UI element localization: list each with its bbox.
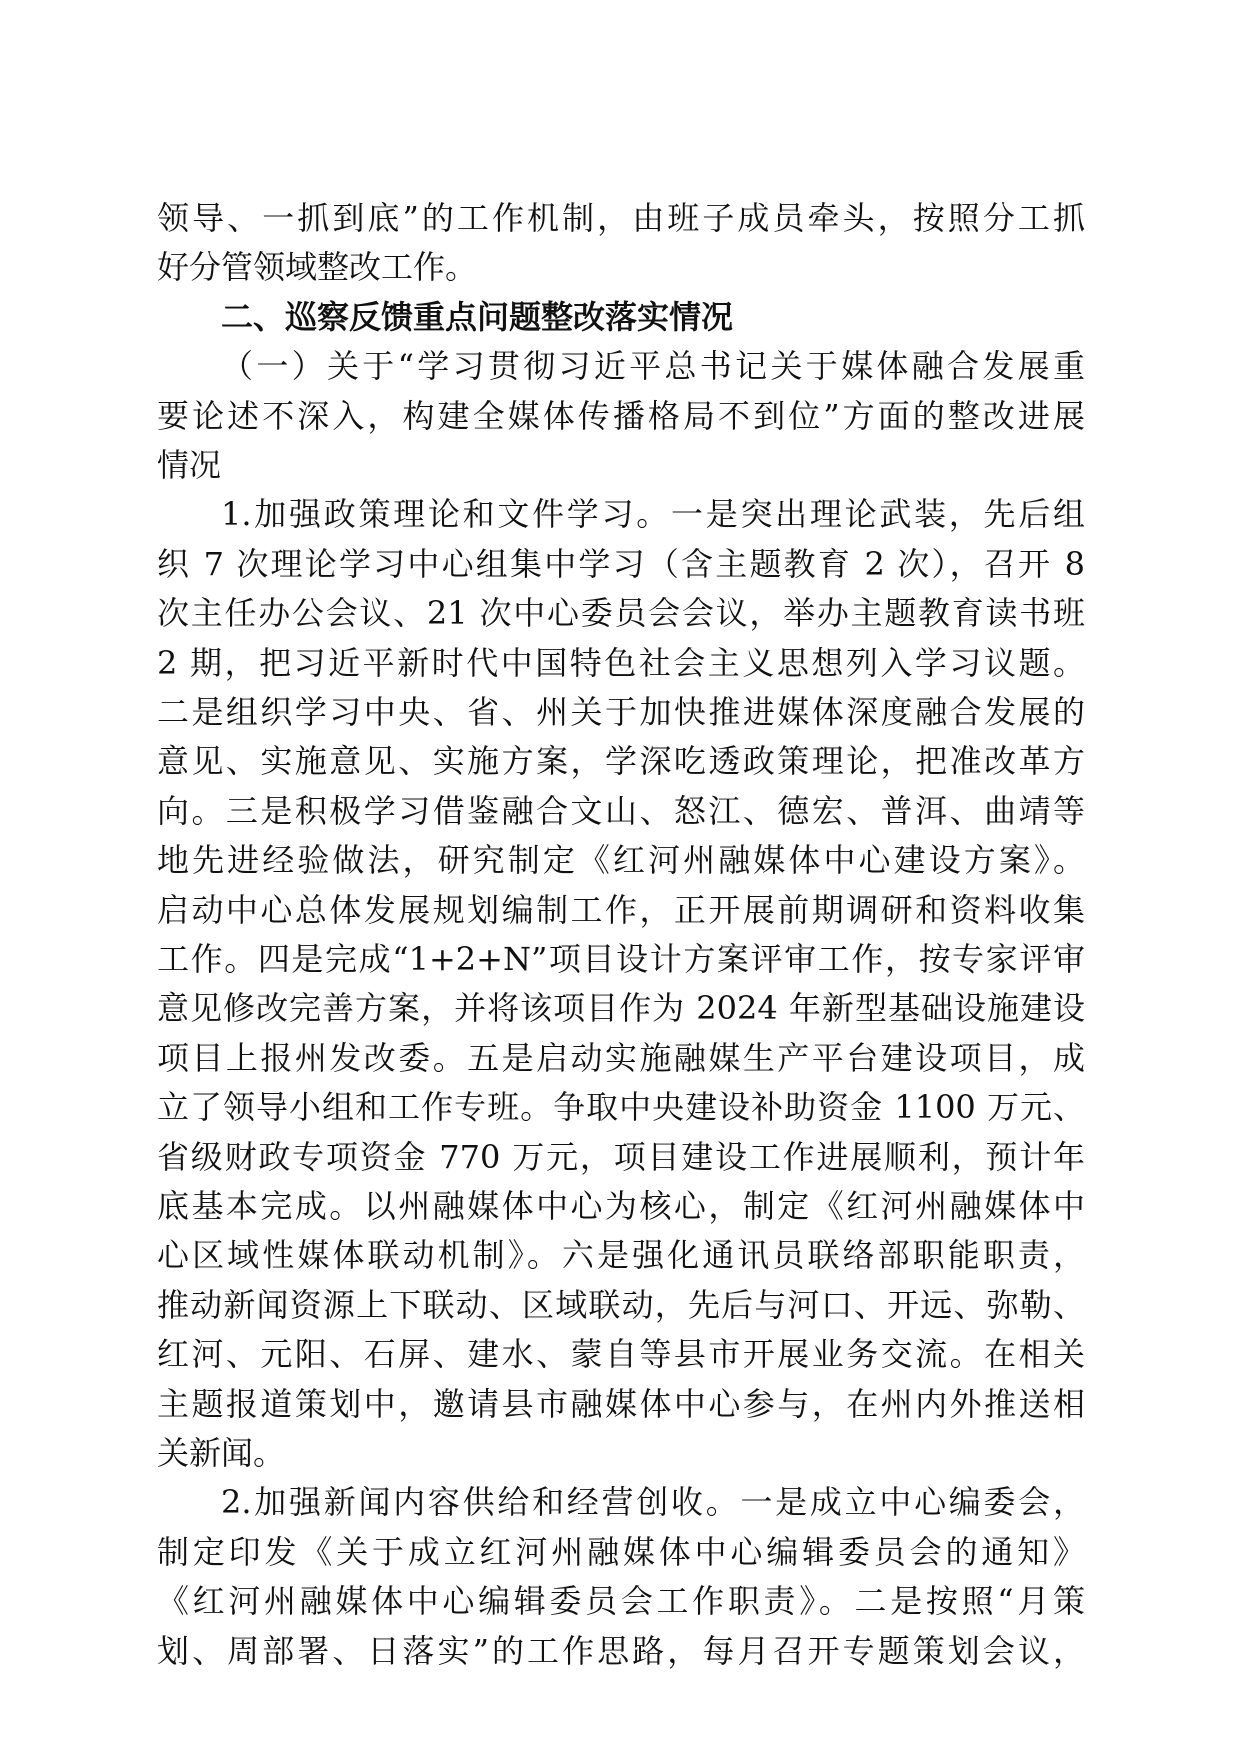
- text-line: 领导、一抓到底”的工作机制，由班子成员牵头，按照分工抓: [157, 199, 1085, 237]
- section-heading: 二、巡察反馈重点问题整改落实情况: [221, 298, 734, 336]
- text-line: 意见修改完善方案，并将该项目作为 2024 年新型基础设施建设: [157, 989, 1085, 1027]
- text-line: 《红河州融媒体中心编辑委员会工作职责》。二是按照“月策: [157, 1582, 1085, 1620]
- text-line: 省级财政专项资金 770 万元，项目建设工作进展顺利，预计年: [157, 1138, 1085, 1176]
- text-line: 二是组织学习中央、省、州关于加快推进媒体深度融合发展的: [157, 693, 1085, 731]
- text-line: 织 7 次理论学习中心组集中学习（含主题教育 2 次），召开 8: [157, 545, 1085, 583]
- text-line: 立了领导小组和工作专班。争取中央建设补助资金 1100 万元、: [157, 1088, 1085, 1126]
- text-line: 意见、实施意见、实施方案，学深吃透政策理论，把准改革方: [157, 742, 1085, 780]
- text-line: 主题报道策划中，邀请县市融媒体中心参与，在州内外推送相: [157, 1385, 1085, 1423]
- text-line: （一）关于“学习贯彻习近平总书记关于媒体融合发展重: [221, 347, 1085, 385]
- text-line: 地先进经验做法，研究制定《红河州融媒体中心建设方案》。: [157, 841, 1085, 879]
- text-line: 红河、元阳、石屏、建水、蒙自等县市开展业务交流。在相关: [157, 1335, 1085, 1373]
- text-line: 划、周部署、日落实”的工作思路，每月召开专题策划会议，: [157, 1632, 1085, 1670]
- text-line: 向。三是积极学习借鉴融合文山、怒江、德宏、普洱、曲靖等: [157, 792, 1085, 830]
- text-line: 1.加强政策理论和文件学习。一是突出理论武装，先后组: [221, 495, 1085, 533]
- text-line: 心区域性媒体联动机制》。六是强化通讯员联络部职能职责，: [157, 1236, 1085, 1274]
- text-line: 情况: [157, 446, 222, 484]
- text-line: 项目上报州发改委。五是启动实施融媒生产平台建设项目，成: [157, 1039, 1085, 1077]
- text-line: 关新闻。: [157, 1434, 286, 1472]
- text-line: 要论述不深入，构建全媒体传播格局不到位”方面的整改进展: [157, 397, 1085, 435]
- text-line: 2.加强新闻内容供给和经营创收。一是成立中心编委会，: [221, 1483, 1085, 1521]
- text-line: 好分管领域整改工作。: [157, 248, 478, 286]
- text-line: 底基本完成。以州融媒体中心为核心，制定《红河州融媒体中: [157, 1187, 1085, 1225]
- text-line: 推动新闻资源上下联动、区域联动，先后与河口、开远、弥勒、: [157, 1286, 1085, 1324]
- text-line: 制定印发《关于成立红河州融媒体中心编辑委员会的通知》: [157, 1533, 1085, 1571]
- text-line: 工作。四是完成“1+2+N”项目设计方案评审工作，按专家评审: [157, 940, 1085, 978]
- text-line: 启动中心总体发展规划编制工作，正开展前期调研和资料收集: [157, 891, 1085, 929]
- text-line: 次主任办公会议、21 次中心委员会会议，举办主题教育读书班: [157, 594, 1085, 632]
- text-line: 2 期，把习近平新时代中国特色社会主义思想列入学习议题。: [157, 644, 1085, 682]
